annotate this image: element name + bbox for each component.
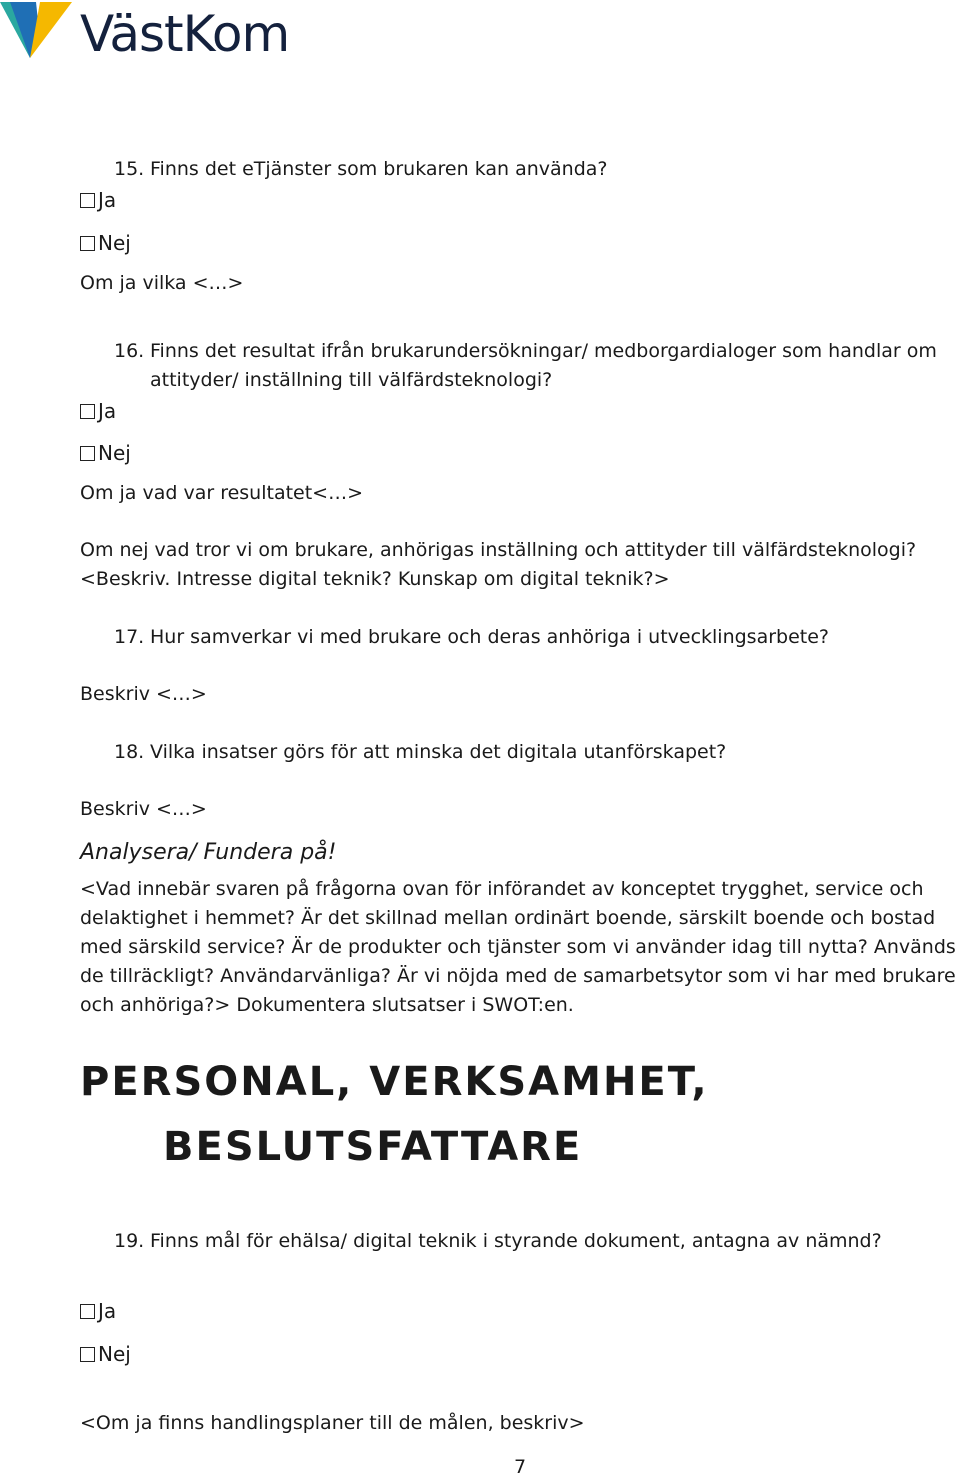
checkbox-nej[interactable] (80, 231, 131, 255)
analysis-line: och anhöriga?> Dokumentera slutsatser i SWOT:en. (80, 994, 574, 1016)
analysis-line: med särskild service? Är de produkter och tjänster som vi använder idag till nytta? Används (80, 936, 956, 958)
analysis-line: <Vad innebär svaren på frågorna ovan för införandet av konceptet trygghet, service och (80, 878, 924, 900)
analysis-line: de tillräckligt? Användarvänliga? Är vi nöjda med de samarbetsytor som vi har med brukare (80, 965, 956, 987)
analysis-heading: Analysera/ Fundera på! (80, 840, 337, 865)
checkbox-label: Ja (98, 1299, 117, 1323)
section-heading-cont: BESLUTSFATTARE (163, 1124, 583, 1170)
checkbox-icon[interactable] (80, 446, 95, 461)
question-text: Hur samverkar vi med brukare och deras anhöriga i utvecklingsarbete? (150, 626, 830, 648)
followup-text: <Om ja finns handlingsplaner till de målen, beskriv> (80, 1412, 585, 1434)
followup-text: Om nej vad tror vi om brukare, anhörigas inställning och attityder till välfärdsteknologi? (80, 539, 917, 561)
checkbox-icon[interactable] (80, 193, 95, 208)
question-text: Finns mål för ehälsa/ digital teknik i styrande dokument, antagna av nämnd? (150, 1230, 882, 1252)
analysis-line: delaktighet i hemmet? Är det skillnad mellan ordinärt boende, särskilt boende och bostad (80, 907, 936, 929)
question-number: 16. (114, 340, 145, 362)
checkbox-ja[interactable] (80, 1299, 116, 1323)
question-15 (114, 155, 608, 184)
followup-text: Beskriv <…> (80, 798, 207, 820)
question-17 (114, 623, 829, 652)
logo-wordmark: VästKom (80, 5, 290, 63)
question-18 (114, 738, 726, 767)
checkbox-nej[interactable] (80, 1342, 131, 1366)
question-text: Vilka insatser görs för att minska det digitala utanförskapet? (150, 741, 727, 763)
page-number: 7 (514, 1456, 527, 1478)
question-number: 18. (114, 741, 145, 763)
question-text: Finns det eTjänster som brukaren kan använda? (150, 158, 608, 180)
followup-text: Beskriv <…> (80, 683, 207, 705)
question-number: 15. (114, 158, 145, 180)
checkbox-label: Ja (98, 399, 117, 423)
checkbox-icon[interactable] (80, 236, 95, 251)
followup-text: <Beskriv. Intresse digital teknik? Kunskap om digital teknik?> (80, 568, 670, 590)
question-16 (114, 337, 937, 366)
checkbox-ja[interactable] (80, 399, 116, 423)
checkbox-nej[interactable] (80, 441, 131, 465)
question-text: Finns det resultat ifrån brukarundersökningar/ medborgardialoger som handlar om (150, 340, 937, 362)
checkbox-ja[interactable] (80, 188, 116, 212)
question-number: 17. (114, 626, 145, 648)
followup-text: Om ja vilka <…> (80, 272, 244, 294)
checkbox-icon[interactable] (80, 1347, 95, 1362)
checkbox-label: Ja (98, 188, 117, 212)
checkbox-label: Nej (98, 441, 131, 465)
question-number: 19. (114, 1230, 145, 1252)
logo-mark-icon (0, 0, 80, 62)
checkbox-icon[interactable] (80, 404, 95, 419)
question-text-cont: attityder/ inställning till välfärdsteknologi? (150, 369, 553, 391)
checkbox-icon[interactable] (80, 1304, 95, 1319)
section-heading: PERSONAL, VERKSAMHET, (80, 1059, 709, 1105)
followup-text: Om ja vad var resultatet<…> (80, 482, 364, 504)
question-19 (114, 1227, 882, 1256)
checkbox-label: Nej (98, 1342, 131, 1366)
checkbox-label: Nej (98, 231, 131, 255)
